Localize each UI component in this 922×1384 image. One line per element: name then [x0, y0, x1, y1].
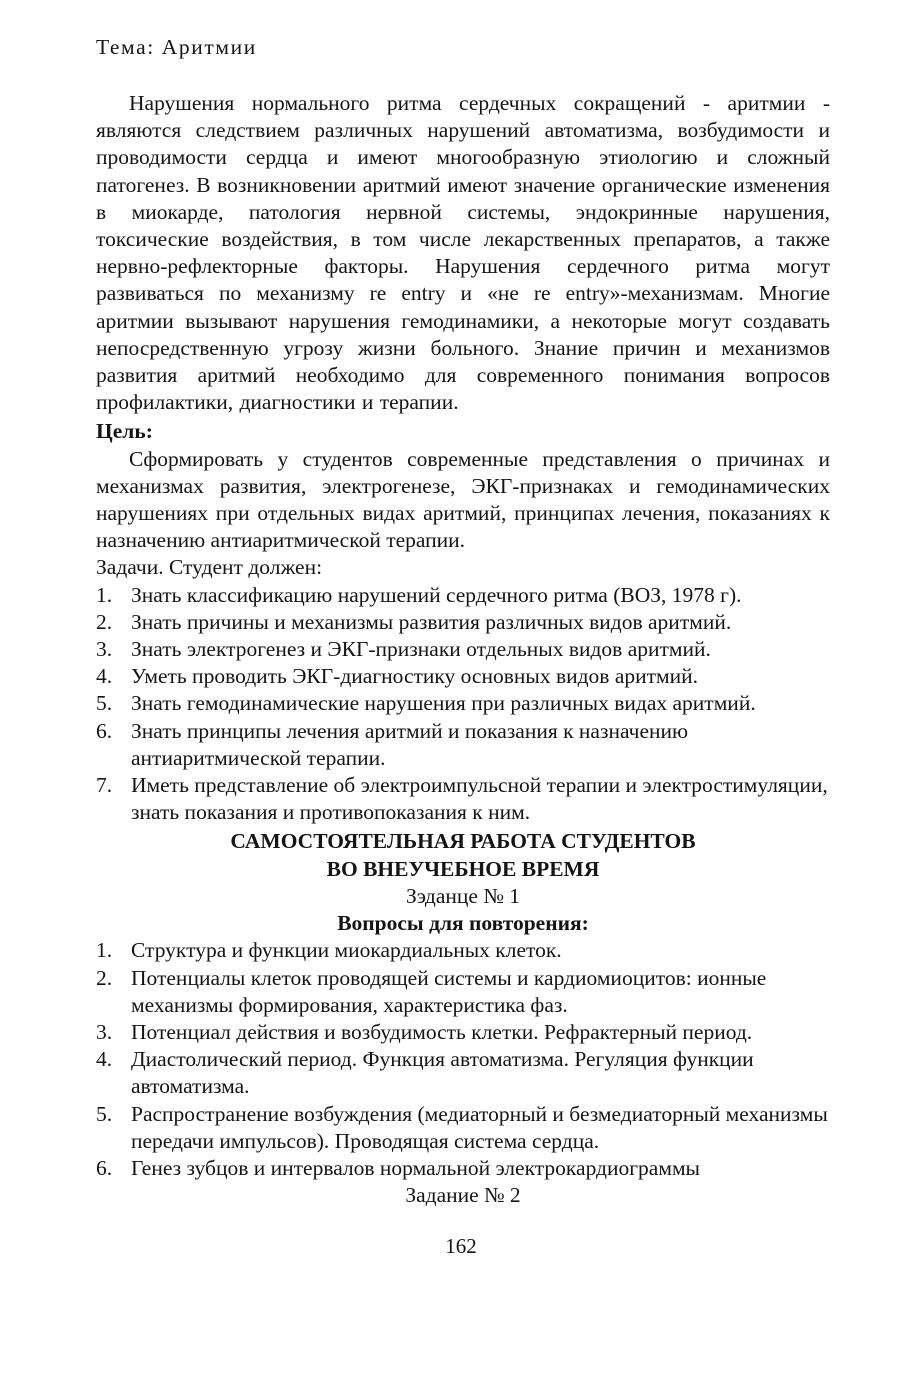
list-item-text: Уметь проводить ЭКГ-диагностику основных видов аритмий. — [131, 664, 699, 689]
list-item-number: 2. — [96, 609, 113, 634]
list-item — [96, 718, 830, 772]
list-item — [96, 772, 830, 826]
list-item-text: Потенциал действия и возбудимость клетки. Рефрактерный период. — [131, 1019, 753, 1044]
list-item-text: Знать причины и механизмы развития различных видов аритмий. — [131, 609, 732, 634]
list-item-number: 7. — [96, 773, 113, 798]
list-item — [96, 663, 830, 690]
list-item-text: Знать электрогенез и ЭКГ-признаки отдельных видов аритмий. — [131, 637, 711, 662]
list-item — [96, 1155, 830, 1182]
assignment-1-heading: Зэданце № 1 — [406, 883, 520, 908]
list-item-number: 6. — [96, 1155, 113, 1180]
list-item-text: Знать гемодинамические нарушения при различных видах аритмий. — [131, 691, 756, 716]
list-item — [96, 582, 830, 609]
list-item — [96, 937, 830, 964]
intro-paragraph: Нарушения нормального ритма сердечных сокращений - аритмии - являются следствием различных нарушений автоматизма, возбудимости и проводимости сердца и имеют многообразную этиологию и сложный патогенез. В возникновении аритмий имеют значение органические изменения в миокарде, патология нервной системы, эндокринные нарушения, токсические воздействия, в том числе лекарственных препаратов, а также нервно-рефлекторные факторы. Нарушения сердечного ритма могут развиваться по механизму re entry и «не re entry»-механизмам. Многие аритмии вызывают нарушения гемодинамики, а некоторые могут создавать непосредственную угрозу жизни больного. Знание причин и механизмов развития аритмий необходимо для современного понимания вопросов профилактики, диагностики и терапии. — [96, 91, 830, 415]
list-item-number: 4. — [96, 664, 113, 689]
list-item-text: Знать классификацию нарушений сердечного ритма (ВОЗ, 1978 г). — [131, 582, 742, 607]
list-item-number: 3. — [96, 637, 113, 662]
topic-title: Тема: Аритмии — [96, 35, 257, 59]
section-title-line-1: САМОСТОЯТЕЛЬНАЯ РАБОТА СТУДЕНТОВ — [230, 829, 696, 854]
list-item — [96, 636, 830, 663]
list-item — [96, 1019, 830, 1046]
list-item-number: 5. — [96, 1101, 113, 1126]
questions-heading: Вопросы для повторения: — [337, 911, 589, 936]
section-title-line-2: ВО ВНЕУЧЕБНОЕ ВРЕМЯ — [326, 856, 600, 881]
list-item-number: 4. — [96, 1047, 113, 1072]
page-number: 162 — [445, 1234, 477, 1258]
questions-list — [96, 937, 830, 1182]
page-body — [96, 90, 830, 1209]
tasks-heading: Задачи. Студент должен: — [96, 555, 323, 580]
list-item-number: 1. — [96, 938, 113, 963]
list-item — [96, 1046, 830, 1100]
list-item — [96, 1101, 830, 1155]
list-item-number: 5. — [96, 691, 113, 716]
list-item-text: Иметь представление об электроимпульсной терапии и электростимуляции, знать показания и противопоказания к ним. — [131, 773, 828, 825]
list-item — [96, 690, 830, 717]
list-item-number: 6. — [96, 718, 113, 743]
list-item-text: Распространение возбуждения (медиаторный и безмедиаторный механизмы передачи импульсов). Проводящая система сердца. — [131, 1101, 828, 1153]
list-item-text: Знать принципы лечения аритмий и показания к назначению антиаритмической терапии. — [131, 718, 689, 770]
list-item — [96, 609, 830, 636]
tasks-list — [96, 582, 830, 827]
list-item-text: Структура и функции миокардиальных клеток. — [131, 938, 562, 963]
list-item — [96, 965, 830, 1019]
list-item-text: Диастолический период. Функция автоматизма. Регуляция функции автоматизма. — [131, 1047, 754, 1099]
list-item-number: 1. — [96, 582, 113, 607]
goal-heading: Цель: — [96, 419, 153, 444]
list-item-text: Генез зубцов и интервалов нормальной электрокардиограммы — [131, 1155, 700, 1180]
goal-paragraph: Сформировать у студентов современные представления о причинах и механизмах развития, электрогенезе, ЭКГ-признаках и гемодинамических нарушениях при отдельных видах аритмий, принципах лечения, показаниях к назначению антиаритмической терапии. — [96, 446, 830, 553]
assignment-2-heading: Задание № 2 — [405, 1183, 521, 1208]
list-item-text: Потенциалы клеток проводящей системы и кардиомиоцитов: ионные механизмы формирования, характеристика фаз. — [131, 965, 767, 1017]
list-item-number: 2. — [96, 965, 113, 990]
list-item-number: 3. — [96, 1019, 113, 1044]
